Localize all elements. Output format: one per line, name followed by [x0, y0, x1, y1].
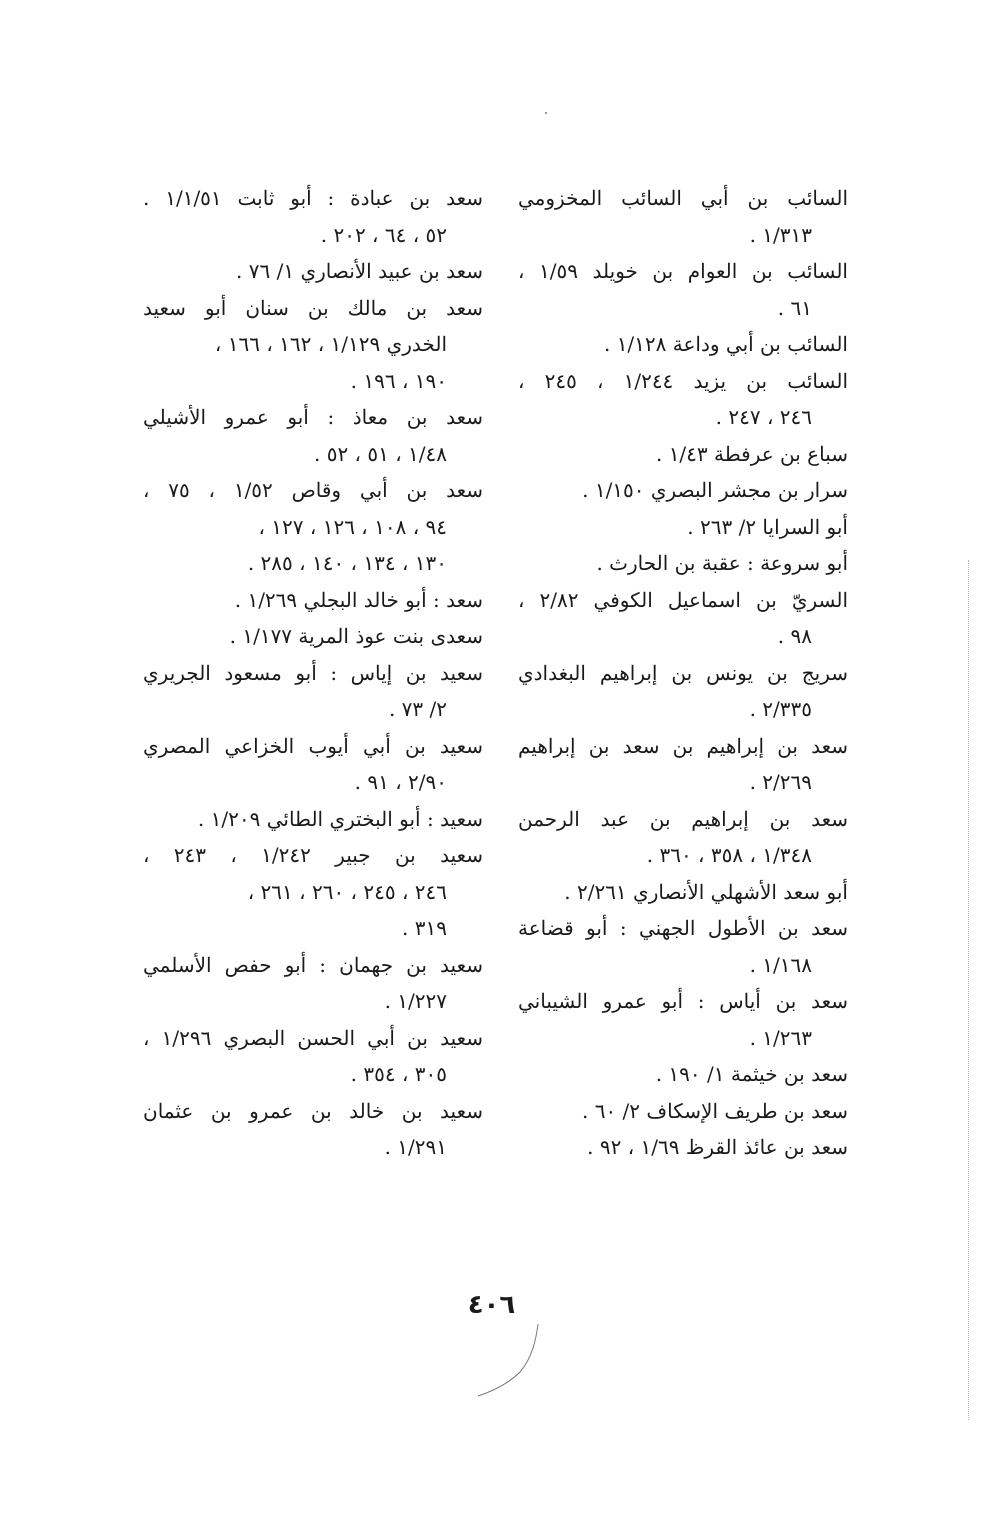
index-entry — [143, 801, 483, 838]
entry-line: سعيد : أبو البختري الطائي ١/٢٠٩ . — [197, 806, 483, 831]
entry-continuation: ٢/٩٠ ، ٩١ . — [354, 770, 447, 794]
entry-continuation: ٢/٢٦٩ . — [749, 770, 812, 794]
index-entry — [143, 545, 483, 582]
index-entry — [518, 874, 848, 911]
entry-continuation: ٣٠٥ ، ٣٥٤ . — [350, 1062, 447, 1086]
index-entry — [143, 472, 483, 545]
index-entry — [518, 1093, 848, 1130]
page-number: ٤٠٦ — [467, 1290, 516, 1320]
index-entry — [518, 326, 848, 363]
entry-continuation: ٢٤٦ ، ٢٤٧ . — [715, 405, 812, 429]
index-entry — [518, 436, 848, 473]
index-entry — [143, 910, 483, 947]
entry-continuation: ١/٣٤٨ ، ٣٥٨ ، ٣٦٠ . — [646, 843, 812, 867]
index-entry — [518, 180, 848, 253]
entry-line: ٣١٩ . — [402, 916, 447, 940]
entry-line: سعد بن مالك بن سنان أبو سعيد — [143, 295, 483, 320]
index-entry — [518, 910, 848, 983]
entry-line: سعد بن عبيد الأنصاري ١/ ٧٦ . — [236, 259, 483, 283]
entry-line: سعيد بن جبير ١/٢٤٢ ، ٢٤٣ ، — [143, 843, 484, 867]
entry-line: السريّ بن اسماعيل الكوفي ٢/٨٢ ، — [518, 587, 849, 612]
entry-continuation: ١/٤٨ ، ٥١ ، ٥٢ . — [314, 441, 447, 466]
entry-line: السائب بن يزيد ١/٢٤٤ ، ٢٤٥ ، — [518, 368, 848, 393]
entry-line: أبو السرايا ٢/ ٢٦٣ . — [687, 514, 848, 539]
entry-line: سعد بن الأطول الجهني : أبو قضاعة — [518, 916, 848, 940]
index-entry — [518, 253, 848, 326]
index-entry — [518, 1129, 848, 1166]
index-entry — [143, 728, 483, 801]
index-entry — [143, 1020, 483, 1093]
entry-line: سعد بن أياس : أبو عمرو الشيباني — [518, 989, 848, 1013]
entry-line: السائب بن العوام بن خويلد ١/٥٩ ، — [518, 259, 848, 283]
entry-line: سعد بن عبادة : أبو ثابت ١/١/٥١ . — [143, 186, 483, 210]
entry-line: سعد بن عائذ القرظ ١/٦٩ ، ٩٢ . — [587, 1135, 848, 1159]
entry-continuation: الخدري ١/١٢٩ ، ١٦٢ ، ١٦٦ ، — [214, 332, 447, 356]
entry-line: سباع بن عرفطة ١/٤٣ . — [655, 441, 848, 466]
entry-continuation: ٩٨ . — [777, 624, 812, 648]
entry-line: سعدى بنت عوذ المرية ١/١٧٧ . — [229, 624, 483, 648]
index-entry — [143, 399, 483, 472]
entry-line: سعد : أبو خالد البجلي ١/٢٦٩ . — [234, 587, 483, 612]
index-entry — [143, 582, 483, 619]
entry-line: سرار بن مجشر البصري ١/١٥٠ . — [582, 478, 848, 502]
entry-continuation: ١/١٦٨ . — [749, 952, 812, 977]
entry-continuation: ٢٤٦ ، ٢٤٥ ، ٢٦٠ ، ٢٦١ ، — [247, 879, 447, 904]
index-entry — [143, 253, 483, 290]
entry-continuation: ٩٤ ، ١٠٨ ، ١٢٦ ، ١٢٧ ، — [258, 514, 447, 539]
pen-scribble — [470, 1320, 550, 1400]
entry-line: السائب بن أبي السائب المخزومي — [518, 186, 848, 210]
entry-line: سعد بن معاذ : أبو عمرو الأشيلي — [143, 405, 483, 429]
index-entry — [143, 180, 483, 253]
entry-continuation: ٥٢ ، ٦٤ ، ٢٠٢ . — [320, 222, 447, 247]
entry-line: سعد بن إبراهيم بن عبد الرحمن — [518, 806, 848, 831]
entry-line: سعد بن إبراهيم بن سعد بن إبراهيم — [518, 733, 848, 758]
index-entry — [143, 363, 483, 400]
entry-continuation: ٦١ . — [777, 295, 812, 320]
ink-speck — [545, 112, 547, 114]
index-column-left — [143, 180, 483, 1166]
index-entry — [518, 363, 848, 436]
index-entry — [143, 1093, 483, 1166]
entry-line: سعد بن خيثمة ١/ ١٩٠ . — [655, 1062, 848, 1086]
entry-line: أبو سروعة : عقبة بن الحارث . — [596, 551, 848, 575]
index-entry — [518, 472, 848, 509]
entry-line: سعيد بن جهمان : أبو حفص الأسلمي — [143, 952, 483, 977]
index-entry — [518, 728, 848, 801]
margin-fold-line — [968, 560, 969, 1420]
entry-line: سريج بن يونس بن إبراهيم البغدادي — [518, 660, 848, 685]
entry-line: سعد بن طريف الإسكاف ٢/ ٦٠ . — [581, 1098, 848, 1123]
entry-line: سعيد بن خالد بن عمرو بن عثمان — [143, 1098, 483, 1123]
entry-line: ١٩٠ ، ١٩٦ . — [350, 368, 447, 393]
entry-line: أبو سعد الأشهلي الأنصاري ٢/٢٦١ . — [564, 879, 848, 904]
index-entry — [143, 618, 483, 655]
index-entry — [143, 947, 483, 1020]
index-entry — [143, 837, 483, 910]
entry-continuation: ١/٣١٣ . — [749, 222, 812, 247]
index-entry — [518, 983, 848, 1056]
entry-continuation: ١/٢٢٧ . — [384, 989, 447, 1013]
entry-continuation: ٢/٣٣٥ . — [749, 697, 812, 721]
index-entry — [518, 801, 848, 874]
entry-line: سعيد بن إياس : أبو مسعود الجريري — [143, 660, 483, 685]
entry-line: سعيد بن أبي الحسن البصري ١/٢٩٦ ، — [143, 1025, 484, 1050]
index-entry — [143, 290, 483, 363]
index-entry — [518, 509, 848, 546]
entry-line: سعيد بن أبي أيوب الخزاعي المصري — [143, 733, 483, 758]
index-entry — [518, 1056, 848, 1093]
entry-line: ١٣٠ ، ١٣٤ ، ١٤٠ ، ٢٨٥ . — [247, 551, 447, 575]
index-entry — [518, 545, 848, 582]
entry-continuation: ١/٢٩١ . — [384, 1135, 447, 1159]
index-column-right — [518, 180, 848, 1166]
entry-continuation: ٢/ ٧٣ . — [388, 697, 447, 721]
index-entry — [143, 655, 483, 728]
entry-continuation: ١/٢٦٣ . — [749, 1025, 812, 1050]
index-entry — [518, 655, 848, 728]
entry-line: سعد بن أبي وقاص ١/٥٢ ، ٧٥ ، — [143, 478, 484, 502]
entry-line: السائب بن أبي وداعة ١/١٢٨ . — [603, 332, 848, 356]
index-entry — [518, 582, 848, 655]
